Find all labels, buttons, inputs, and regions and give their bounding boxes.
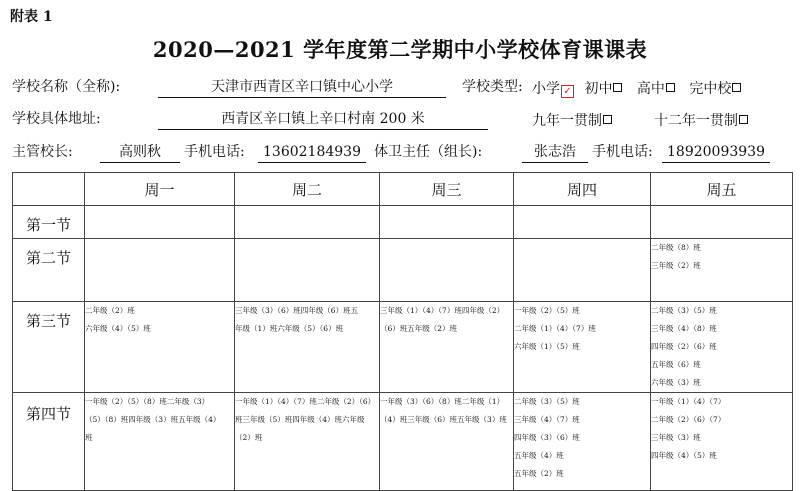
- checkbox-icon[interactable]: [613, 83, 622, 92]
- class-entry: 二年级（1）（4）（7）班: [514, 324, 596, 333]
- type-option-senior[interactable]: 高中: [637, 81, 675, 97]
- schedule-cell[interactable]: [235, 302, 380, 393]
- day-header: 周二: [235, 173, 380, 206]
- class-entry: 三年级（1）（4）（7）班四年级（2）: [380, 306, 505, 315]
- schedule-cell[interactable]: [380, 206, 514, 239]
- class-entry: 班三年级（5）班四年级（4）班六年级: [235, 415, 365, 424]
- class-entry: 三年级（4）（7）班: [514, 415, 580, 424]
- class-entry: （5）（8）班四年级（3）班五年级（4）: [85, 415, 221, 424]
- schedule-cell[interactable]: [235, 206, 380, 239]
- pe-director-label: 体卫主任（组长):: [374, 144, 483, 160]
- class-entry: 一年级（2）（5）（8）班二年级（3）: [85, 397, 210, 406]
- period-label: 第一节: [13, 206, 85, 239]
- class-entry: 二年级（3）（5）班: [651, 306, 717, 315]
- class-entry: 三年级（4）（8）班: [651, 324, 717, 333]
- class-entry: 一年级（1）（4）（7）班二年级（2）（6）: [235, 397, 376, 406]
- school-name-label: 学校名称（全称):: [12, 79, 121, 95]
- schedule-cell[interactable]: [514, 393, 651, 491]
- class-entry: 二年级（2）班: [85, 306, 135, 315]
- schedule-cell[interactable]: [514, 239, 651, 302]
- table-row: [13, 393, 793, 491]
- class-entry: 六年级（4）（5）班: [85, 324, 151, 333]
- period-label: 第三节: [13, 302, 85, 393]
- checked-box-icon[interactable]: ✓: [561, 85, 574, 98]
- principal-phone-field[interactable]: 13602184939: [258, 143, 366, 163]
- system-option-twelve[interactable]: 十二年一贯制: [654, 110, 748, 130]
- contacts-row: [12, 143, 792, 165]
- schedule-cell[interactable]: [85, 206, 235, 239]
- schedule-cell[interactable]: [380, 393, 514, 491]
- class-entry: 五年级（4）班: [514, 451, 564, 460]
- schedule-cell[interactable]: [651, 393, 793, 491]
- pe-schedule-table: [12, 172, 793, 491]
- period-label: 第四节: [13, 393, 85, 491]
- type-option-primary[interactable]: 小学 ✓: [532, 81, 574, 97]
- school-type-options: [532, 78, 741, 98]
- class-entry: 三年级（3）（6）班四年级（6）班五: [235, 306, 359, 315]
- period-label: 第二节: [13, 239, 85, 302]
- table-row: [13, 302, 793, 393]
- schedule-cell[interactable]: [85, 302, 235, 393]
- table-row: [13, 206, 793, 239]
- page-title: 2020—2021 学年度第二学期中小学校体育课课表: [152, 37, 648, 62]
- class-entry: 六年级（1）（5）班: [514, 342, 580, 351]
- class-entry: （2）班: [235, 433, 263, 442]
- schedule-cell[interactable]: [651, 206, 793, 239]
- schedule-cell[interactable]: [651, 302, 793, 393]
- class-entry: 四年级（2）（6）班: [651, 342, 717, 351]
- system-option-nine[interactable]: 九年一贯制: [532, 110, 612, 130]
- checkbox-icon[interactable]: [739, 115, 748, 124]
- schedule-cell[interactable]: [235, 393, 380, 491]
- checkbox-icon[interactable]: [666, 83, 675, 92]
- class-entry: 三年级（2）班: [651, 261, 701, 270]
- attachment-label: 附表 1: [10, 9, 53, 25]
- principal-label: 主管校长:: [12, 144, 73, 160]
- school-type-label: 学校类型:: [462, 79, 523, 95]
- day-header: 周五: [651, 173, 793, 206]
- class-entry: 六年级（3）班: [651, 378, 701, 387]
- principal-field[interactable]: 高则秋: [100, 143, 180, 163]
- schedule-cell[interactable]: [514, 302, 651, 393]
- schedule-cell[interactable]: [85, 239, 235, 302]
- class-entry: 二年级（3）（5）班: [514, 397, 580, 406]
- class-entry: 一年级（3）（6）（8）班二年级（1）: [380, 397, 505, 406]
- address-row: [12, 110, 792, 132]
- class-entry: 二年级（8）班: [651, 243, 701, 252]
- checkbox-icon[interactable]: [732, 83, 741, 92]
- table-header-row: [13, 173, 793, 206]
- school-name-row: [12, 78, 792, 100]
- class-entry: 五年级（6）班: [651, 360, 701, 369]
- class-entry: 二年级（2）（6）（7）: [651, 415, 726, 424]
- schedule-cell[interactable]: [85, 393, 235, 491]
- type-option-complete[interactable]: 完中校: [689, 81, 741, 97]
- schedule-cell[interactable]: [651, 239, 793, 302]
- address-label: 学校具体地址:: [12, 111, 101, 127]
- class-entry: 四年级（3）（6）班: [514, 433, 580, 442]
- checkbox-icon[interactable]: [603, 115, 612, 124]
- class-entry: （6）班五年级（2）班: [380, 324, 458, 333]
- pe-director-phone-field[interactable]: 18920093939: [662, 143, 770, 163]
- schedule-cell[interactable]: [235, 239, 380, 302]
- class-entry: 一年级（2）（5）班: [514, 306, 580, 315]
- class-entry: 一年级（1）（4）（7）: [651, 397, 726, 406]
- class-entry: 五年级（2）班: [514, 469, 564, 478]
- schedule-cell[interactable]: [380, 239, 514, 302]
- day-header: 周三: [380, 173, 514, 206]
- class-entry: 三年级（3）班: [651, 433, 701, 442]
- pe-director-field[interactable]: 张志浩: [522, 143, 588, 163]
- principal-phone-label: 手机电话:: [184, 144, 245, 160]
- day-header: 周一: [85, 173, 235, 206]
- class-entry: （4）班三年级（6）班五年级（3）班: [380, 415, 507, 424]
- pe-director-phone-label: 手机电话:: [592, 144, 653, 160]
- class-entry: 年级（1）班六年级（5）（6）班: [235, 324, 344, 333]
- table-row: [13, 239, 793, 302]
- day-header: 周四: [514, 173, 651, 206]
- corner-cell: [13, 173, 85, 206]
- class-entry: 班: [85, 433, 93, 442]
- class-entry: 四年级（4）（5）班: [651, 451, 717, 460]
- schedule-cell[interactable]: [514, 206, 651, 239]
- address-field[interactable]: 西青区辛口镇上辛口村南 200 米: [158, 110, 488, 130]
- type-option-junior[interactable]: 初中: [584, 81, 622, 97]
- schedule-cell[interactable]: [380, 302, 514, 393]
- school-name-field[interactable]: 天津市西青区辛口镇中心小学: [158, 78, 446, 98]
